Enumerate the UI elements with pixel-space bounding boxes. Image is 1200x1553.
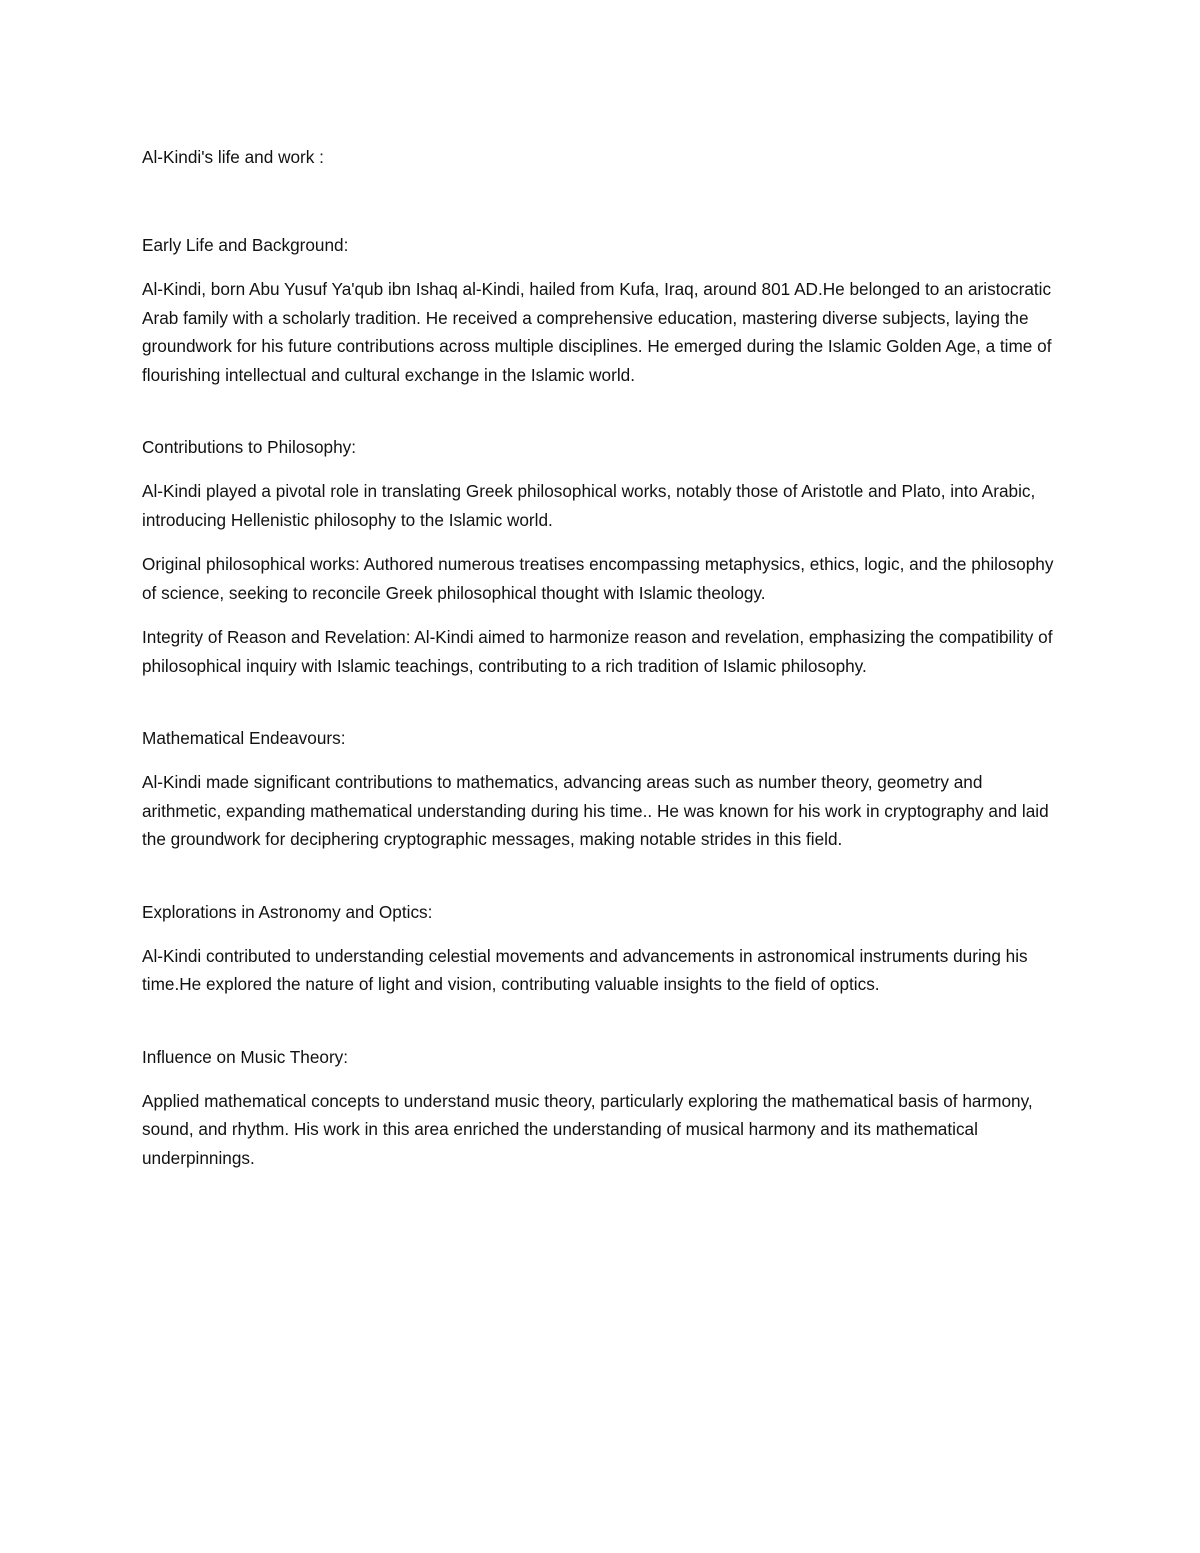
document-body	[142, 143, 1057, 1216]
section-heading: Contributions to Philosophy:	[142, 437, 357, 457]
section-heading: Explorations in Astronomy and Optics:	[142, 901, 433, 922]
section-paragraph: Al-Kindi made significant contributions to mathematics, advancing areas such as number theory, geometry and arithmetic, expanding mathematical understanding during his time.. He was known for his work in cryptography and laid the groundwork for deciphering cryptographic messages, making notable strides in this field.	[142, 772, 1049, 849]
section-heading: Influence on Music Theory:	[142, 1046, 349, 1067]
section-music-theory	[142, 1043, 1057, 1173]
section-philosophy	[142, 433, 1057, 680]
section-paragraph: Al-Kindi, born Abu Yusuf Ya'qub ibn Ishaq al-Kindi, hailed from Kufa, Iraq, around 801 AD.He belonged to an aristocratic Arab family with a scholarly tradition. He received a comprehensive education, mastering diverse subjects, laying the groundwork for his future contributions across multiple disciplines. He emerged during the Islamic Golden Age, a time of flourishing intellectual and cultural exchange in the Islamic world.	[142, 279, 1052, 385]
section-paragraph: Al-Kindi contributed to understanding celestial movements and advancements in astronomical instruments during his time.He explored the nature of light and vision, contributing valuable insights to the field of optics.	[142, 945, 1028, 994]
section-paragraph: Original philosophical works: Authored numerous treatises encompassing metaphysics, ethics, logic, and the philosophy of science, seeking to reconcile Greek philosophical thought with Islamic theology.	[142, 554, 1054, 603]
section-mathematics	[142, 724, 1057, 854]
section-astronomy-optics	[142, 898, 1057, 999]
section-heading: Early Life and Background:	[142, 235, 349, 255]
section-heading: Mathematical Endeavours:	[142, 728, 346, 748]
section-early-life	[142, 231, 1057, 389]
document-title: Al-Kindi's life and work :	[142, 147, 324, 167]
section-paragraph: Applied mathematical concepts to understand music theory, particularly exploring the mathematical basis of harmony, sound, and rhythm. His work in this area enriched the understanding of musical harmony and its mathematical underpinnings.	[142, 1090, 1033, 1168]
section-paragraph: Integrity of Reason and Revelation: Al-Kindi aimed to harmonize reason and revelation, emphasizing the compatibility of philosophical inquiry with Islamic teachings, contributing to a rich tradition of Islamic philosophy.	[142, 627, 1053, 676]
section-paragraph: Al-Kindi played a pivotal role in translating Greek philosophical works, notably those of Aristotle and Plato, into Arabic, introducing Hellenistic philosophy to the Islamic world.	[142, 481, 1036, 530]
